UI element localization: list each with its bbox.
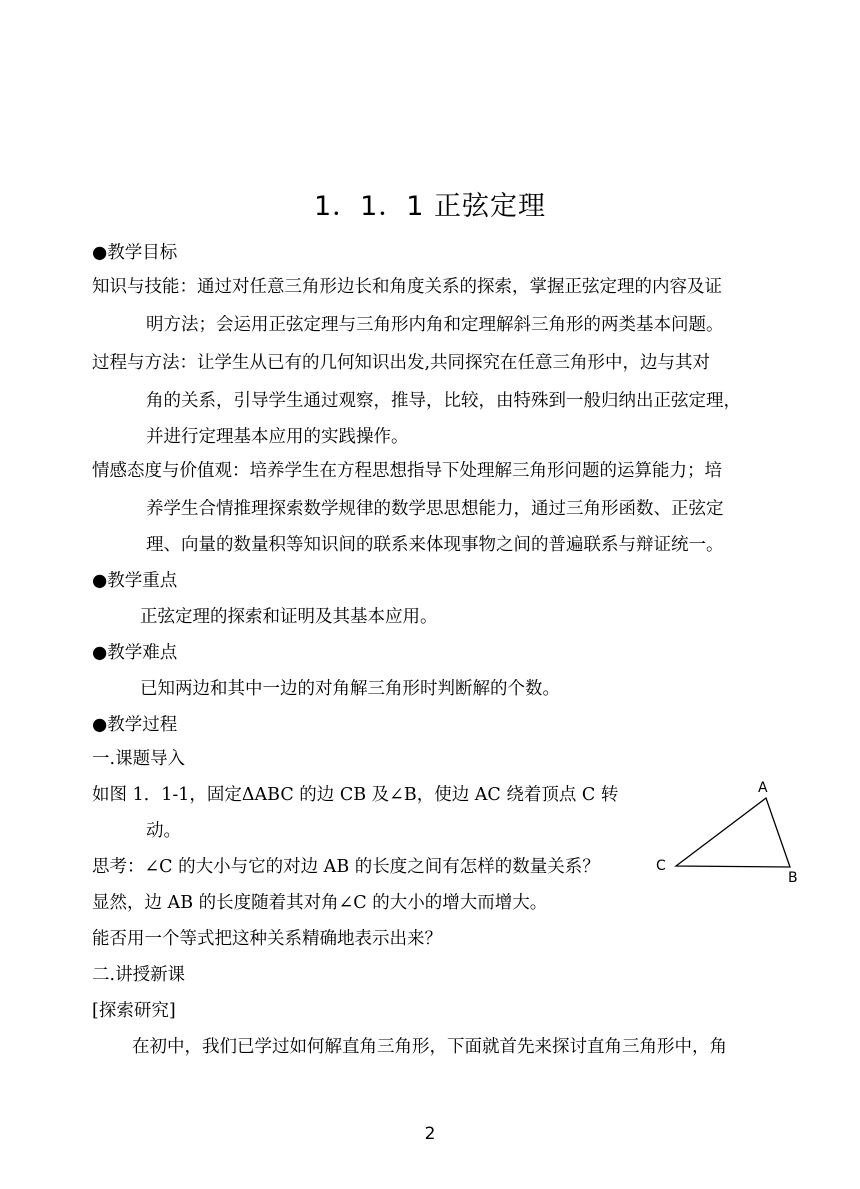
page-number: 2 (424, 1124, 436, 1144)
lecture-heading: 二.讲授新课 (92, 965, 186, 985)
difficulty-heading: ●教学难点 (92, 643, 178, 663)
intro-line-4: 显然，边 AB 的长度随着其对角∠C 的大小的增大而增大。 (92, 893, 548, 913)
explore-text: 在初中，我们已学过如何解直角三角形，下面就首先来探讨直角三角形中，角 (132, 1037, 727, 1057)
knowledge-line-2: 明方法；会运用正弦定理与三角形内角和定理解斜三角形的两类基本问题。 (146, 315, 724, 335)
process-line-3: 并进行定理基本应用的实践操作。 (146, 427, 409, 447)
triangle-abc (676, 798, 790, 867)
intro-line-5: 能否用一个等式把这种关系精确地表示出来？ (92, 929, 442, 949)
key-text: 正弦定理的探索和证明及其基本应用。 (140, 607, 438, 627)
intro-heading: 一.课题导入 (92, 749, 186, 769)
vertex-a-label: A (758, 780, 768, 796)
process-heading: ●教学过程 (92, 715, 178, 735)
page-title: 1．1．1 正弦定理 (313, 191, 547, 222)
key-heading: ●教学重点 (92, 571, 178, 591)
intro-line-2: 动。 (146, 821, 181, 841)
intro-line-1: 如图 1．1-1，固定ΔABC 的边 CB 及∠B，使边 AC 绕着顶点 C 转 (92, 785, 619, 805)
objectives-heading: ●教学目标 (92, 243, 178, 263)
attitude-line-2: 养学生合情推理探索数学规律的数学思思想能力，通过三角形函数、正弦定 (146, 499, 724, 519)
vertex-c-label: C (656, 858, 666, 874)
attitude-line-3: 理、向量的数量积等知识间的联系来体现事物之间的普遍联系与辩证统一。 (146, 535, 724, 555)
process-line-1: 过程与方法：让学生从已有的几何知识出发,共同探究在任意三角形中，边与其对 (92, 353, 711, 373)
knowledge-line-1: 知识与技能：通过对任意三角形边长和角度关系的探索，掌握正弦定理的内容及证 (92, 277, 722, 297)
triangle-figure (640, 772, 820, 892)
vertex-b-label: B (788, 870, 798, 886)
attitude-line-1: 情感态度与价值观：培养学生在方程思想指导下处理解三角形问题的运算能力；培 (92, 461, 722, 481)
intro-line-3: 思考：∠C 的大小与它的对边 AB 的长度之间有怎样的数量关系？ (92, 857, 600, 877)
process-line-2: 角的关系，引导学生通过观察，推导，比较，由特殊到一般归纳出正弦定理， (146, 391, 741, 411)
difficulty-text: 已知两边和其中一边的对角解三角形时判断解的个数。 (140, 679, 560, 699)
explore-heading: [探索研究] (92, 1001, 176, 1021)
